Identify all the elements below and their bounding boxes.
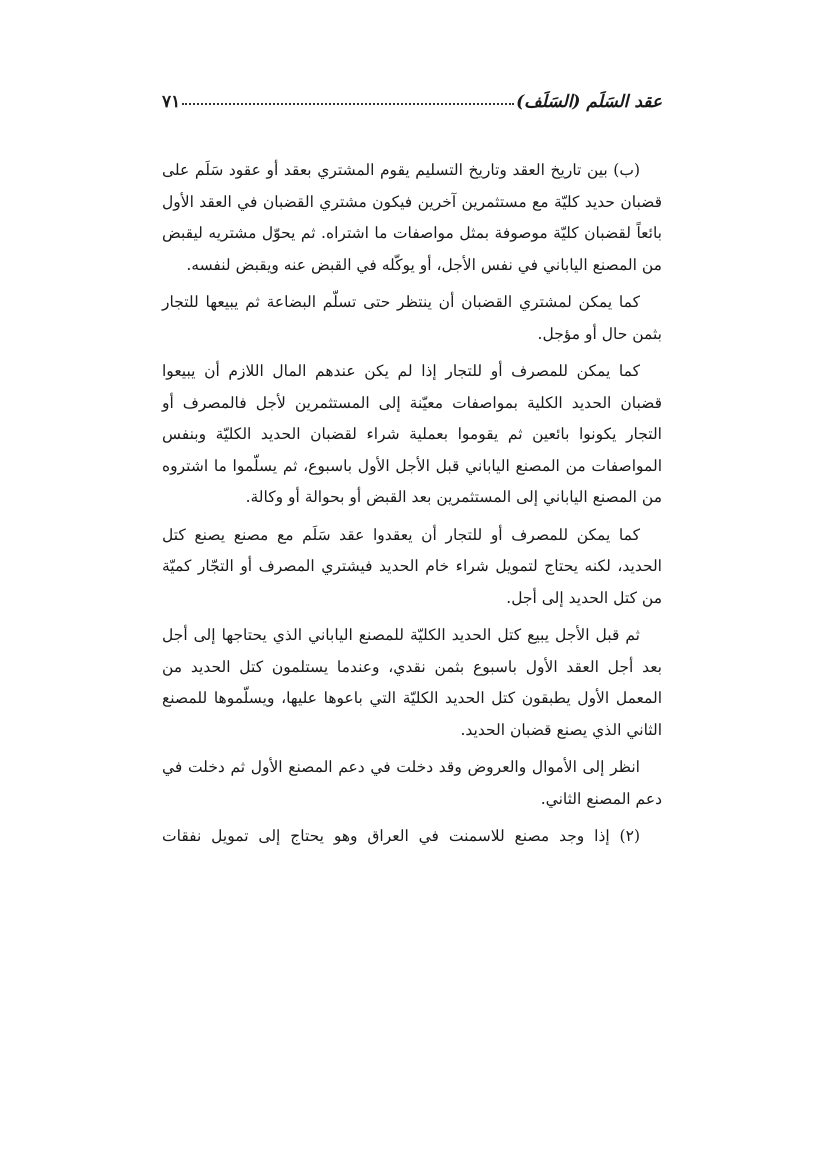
paragraph-1: (ب) بين تاريخ العقد وتاريخ التسليم يقوم المشتري بعقد أو عقود سَلَم على قضبان حديد كليّة مع مستثمرين آخرين فيكون مشتري القضبان في العقد الأول بائعاً لقضبان كليّة موصوفة بمثل مواصفات ما اشتراه. ثم يحوّل مشتريه ليقبض من المصنع الياباني في نفس الأجل، أو يوكّله في القبض عنه ويقبض لنفسه. bbox=[162, 161, 662, 274]
body-text bbox=[162, 155, 662, 853]
page-number: ٧١ bbox=[162, 92, 181, 112]
paragraph-5: ثم قبل الأجل يبيع كتل الحديد الكليّة للمصنع الياباني الذي يحتاجها إلى أجل بعد أجل العقد الأول باسبوع بثمن نقدي، وعندما يستلمون كتل الحديد من المعمل الأول يطبقون كتل الحديد الكليّة التي باعوها عليها، ويسلّموها للمصنع الثاني الذي يصنع قضبان الحديد. bbox=[162, 626, 662, 739]
running-header bbox=[162, 92, 662, 122]
paragraph-7: (٢) إذا وجد مصنع للاسمنت في العراق وهو يحتاج إلى تمويل نفقات bbox=[162, 827, 640, 845]
document-page bbox=[162, 92, 662, 859]
book-title: عقد السَلَم (السَلَف) bbox=[516, 92, 662, 112]
paragraph-3: كما يمكن للمصرف أو للتجار إذا لم يكن عندهم المال اللازم أن يبيعوا قضبان الحديد الكلية بمواصفات معيّنة إلى المستثمرين لأجل فالمصرف أو التجار يكونوا بائعين ثم يقوموا بعملية شراء لقضبان الحديد الكليّة وبنفس المواصفات من المصنع الياباني قبل الأجل الأول باسبوع، ثم يسلّموا ما اشتروه من المصنع الياباني إلى المستثمرين بعد القبض أو بحوالة أو وكالة. bbox=[162, 362, 662, 506]
paragraph-4: كما يمكن للمصرف أو للتجار أن يعقدوا عقد سَلَم مع مصنع يصنع كتل الحديد، لكنه يحتاج لتمويل شراء خام الحديد فيشتري المصرف أو التجّار كميّة من كتل الحديد إلى أجل. bbox=[162, 525, 662, 607]
paragraph-2: كما يمكن لمشتري القضبان أن ينتظر حتى تسلّم البضاعة ثم يبيعها للتجار بثمن حال أو مؤجل. bbox=[162, 293, 662, 343]
dotted-leader bbox=[182, 103, 514, 105]
paragraph-6: انظر إلى الأموال والعروض وقد دخلت في دعم المصنع الأول ثم دخلت في دعم المصنع الثاني. bbox=[162, 758, 662, 808]
